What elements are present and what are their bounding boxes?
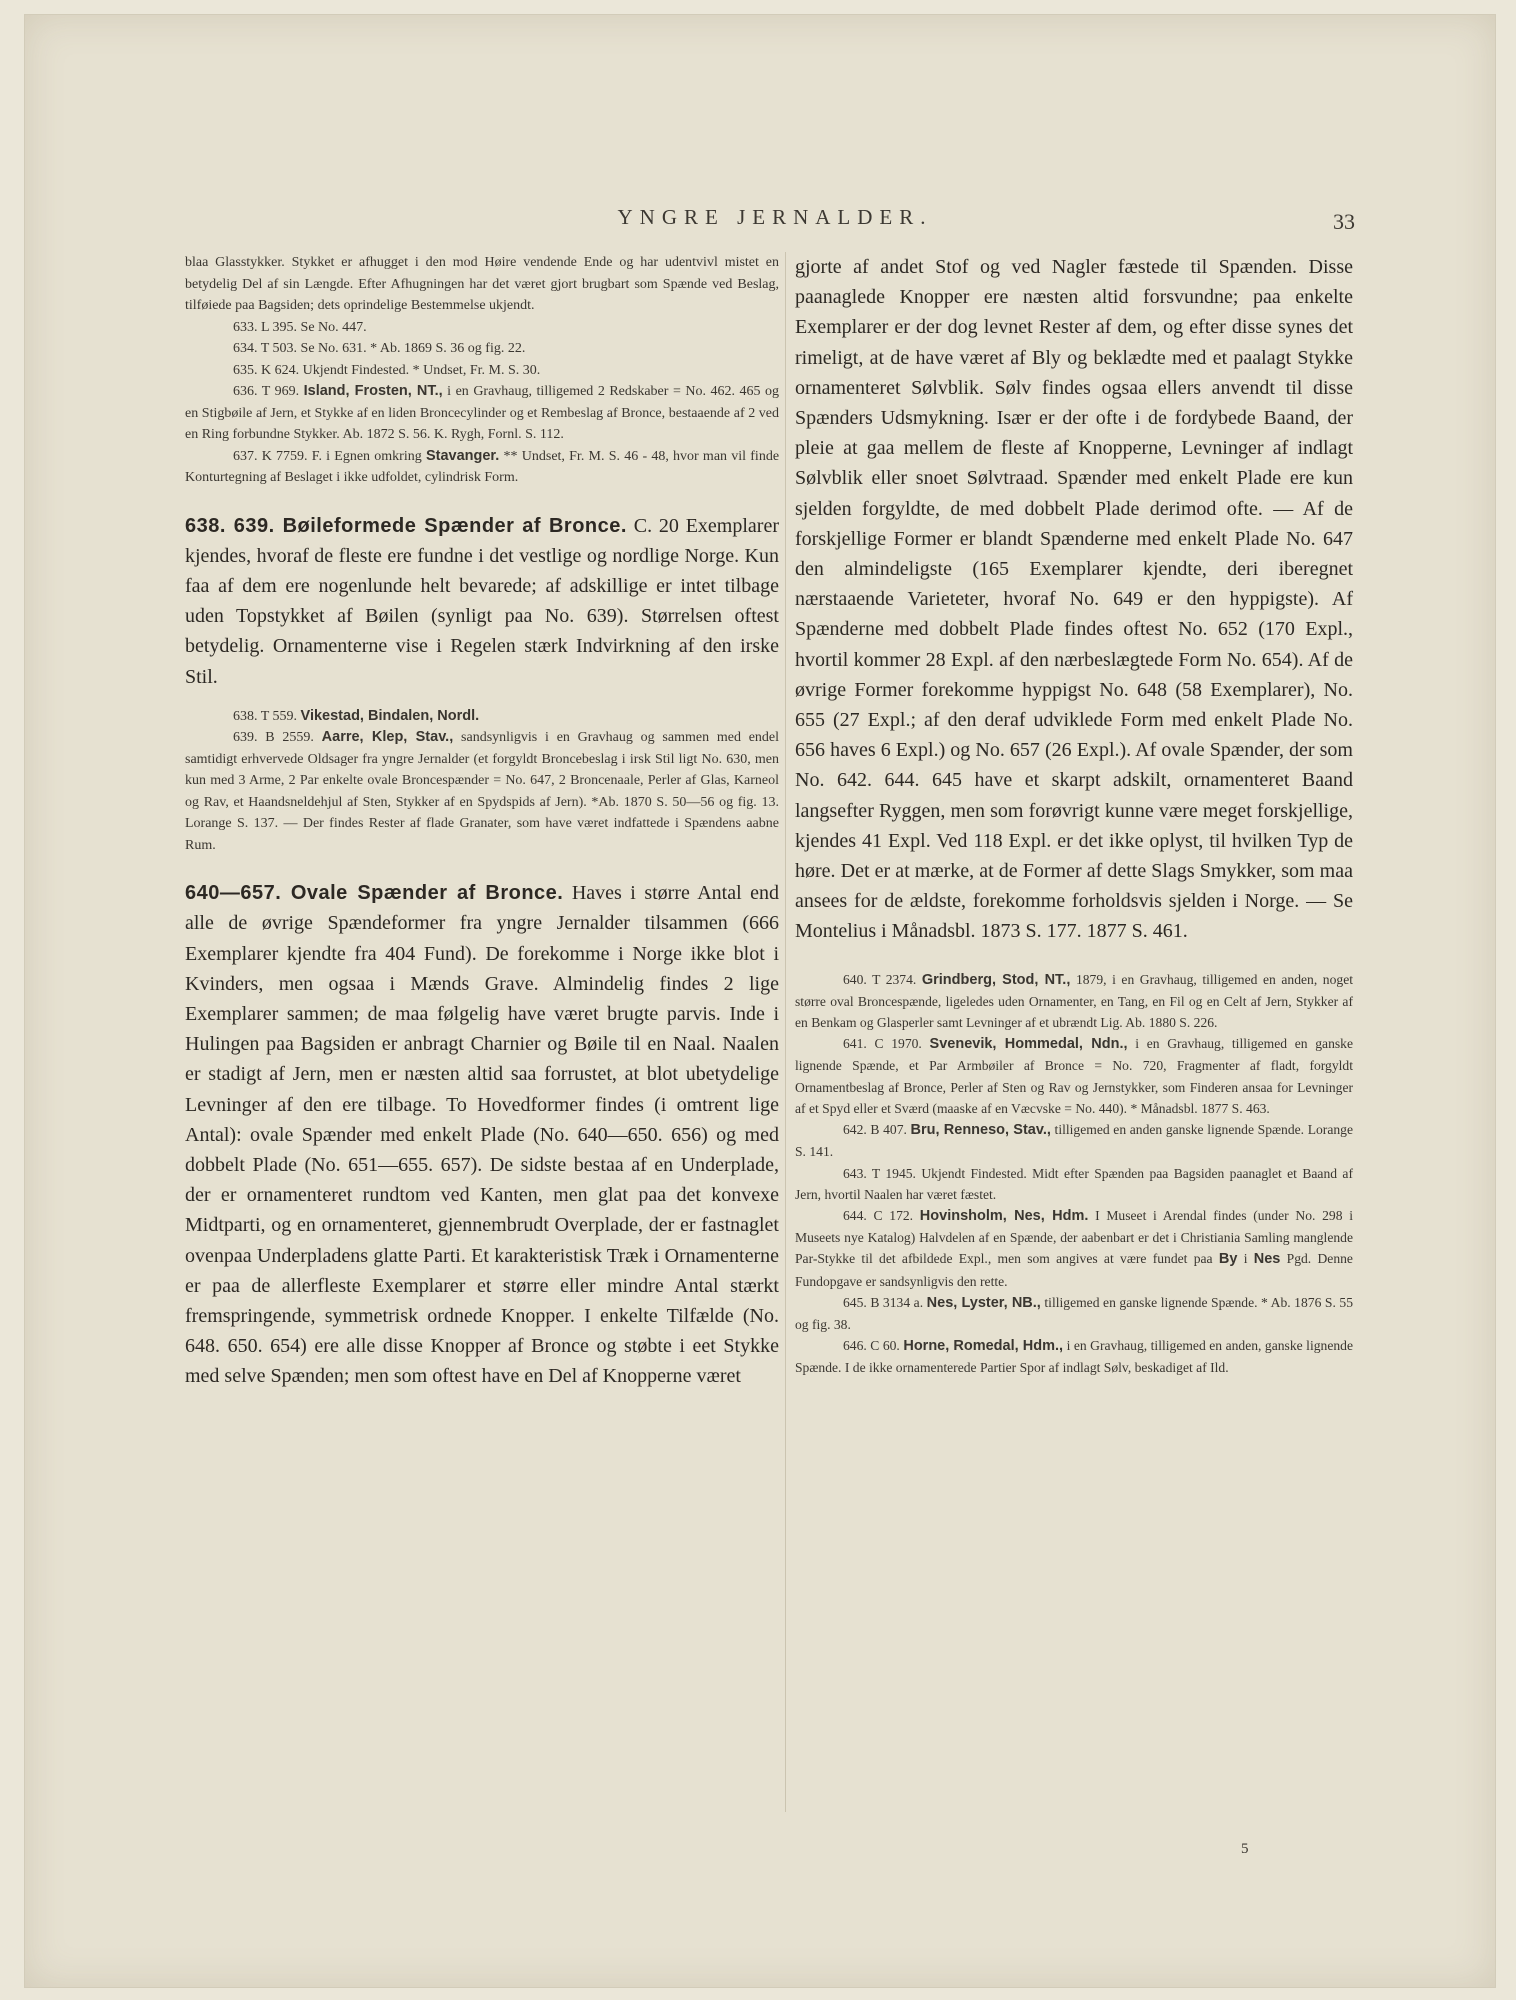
entry-642 bbox=[795, 1119, 1353, 1162]
entry-642-place: Bru, Renneso, Stav., bbox=[910, 1122, 1051, 1139]
section-638-text: C. 20 Exemplarer kjendes, hvoraf de fleste ere fundne i det vestlige og nordlige Norge. Kun faa af dem ere nogenlunde helt bevarede; af adskillige er intet tilbage uden Topstykket af Bøilen (synligt paa No. 639). Størrelsen oftest betydelig. Ornamenterne vise i Regelen stærk Indvirkning af den irske Stil. bbox=[185, 514, 779, 688]
entry-633: 633. L 395. Se No. 447. bbox=[233, 319, 367, 335]
signature-mark: 5 bbox=[1241, 1841, 1249, 1857]
entry-638 bbox=[185, 706, 779, 728]
entry-continuation: blaa Glasstykker. Stykket er afhugget i den mod Høire vendende Ende og har udentvivl mistet en betydelig Del af sin Længde. Efter Afhugningen har det været gjort brugbart som Spænde ved Beslag, tilføiede paa Bagsiden; dets oprindelige Bestemmelse ukjendt. bbox=[185, 255, 779, 313]
entry-637 bbox=[185, 446, 779, 489]
entry-643: 643. T 1945. Ukjendt Findested. Midt efter Spænden paa Bagsiden paanaglet et Baand af Jern, hvortil Naalen har været fæstet. bbox=[795, 1165, 1353, 1202]
right-column bbox=[795, 252, 1353, 1379]
entry-639-text: sandsynligvis i en Gravhaug og sammen med endel samtidigt erhvervede Oldsager fra yngre Jernalder (et forgyldt Broncebeslag i irsk Stil ligt No. 630, men kun med 3 Arme, 2 Par enkelte ovale Broncespænder = No. 647, 2 Broncenaale, Perler af Glas, Karneol og Rav, et Haandsneldehjul af Sten, Stykker af en Spydspids af Jern). *Ab. 1870 S. 50—56 og fig. 13. Lorange S. 137. — Der findes Rester af flade Granater, som have været indfattede i Spændens aabne Rum. bbox=[185, 730, 780, 853]
entry-641-text: i en Gravhaug, tilligemed en ganske lignende Spænde, et Par Armbøiler af Bronce = No. 720, Fragmenter af fladt, forgyldt Ornamentbeslag af Bronce, Perler af Sten og Rav og Jernstykker, som Finderen ansaa for Levninger af et Spyd eller et Sværd (maaske af en Væcvske = No. 440). * Månadsbl. 1877 S. 463. bbox=[795, 1036, 1353, 1116]
entry-637-number: 637. K 7759. F. i Egnen omkring bbox=[233, 448, 422, 464]
entry-639 bbox=[185, 727, 779, 856]
entry-640-text: 1879, i en Gravhaug, tilligemed en anden, noget større oval Broncespænde, ligeledes uden Ornamenter, en Tang, en Fil og en Celt af Jern, Stykker af en Benkam og Glasperler samt Levninger af et ubrændt Lig. Ab. 1880 S. 226. bbox=[795, 971, 1353, 1031]
entry-639-number: 639. B 2559. bbox=[233, 730, 314, 746]
entry-642-text: tilligemed en anden ganske lignende Spænde. Lorange S. 141. bbox=[795, 1122, 1353, 1160]
entry-640-place: Grindberg, Stod, NT., bbox=[921, 971, 1071, 988]
page-header bbox=[25, 205, 1495, 235]
entry-645-text: tilligemed en ganske lignende Spænde. * Ab. 1876 S. 55 og fig. 38. bbox=[795, 1294, 1354, 1332]
entry-640-number: 640. T 2374. bbox=[843, 971, 917, 987]
entry-644-number: 644. C 172. bbox=[843, 1207, 914, 1223]
entry-637-place: Stavanger. bbox=[425, 447, 500, 464]
entry-638-number: 638. T 559. bbox=[233, 708, 298, 724]
entry-636-place: Island, Frosten, NT., bbox=[303, 383, 443, 399]
book-page bbox=[24, 14, 1496, 1988]
entry-645 bbox=[795, 1292, 1353, 1335]
entry-645-place: Nes, Lyster, NB., bbox=[926, 1294, 1041, 1311]
entry-636 bbox=[185, 381, 779, 446]
entry-642-number: 642. B 407. bbox=[843, 1122, 907, 1138]
section-640-657 bbox=[185, 878, 779, 1391]
entry-646-number: 646. C 60. bbox=[843, 1338, 900, 1354]
entry-646-text: i en Gravhaug, tilligemed en anden, ganske lignende Spænde. I de ikke ornamenterede Partier Spor af indlagt Sølv, beskadiget af Ild. bbox=[795, 1338, 1353, 1376]
section-640-text: Haves i større Antal end alle de øvrige Spændeformer fra yngre Jernalder tilsammen (666 Exemplarer kjendte fra 404 Fund). De forekomme i Norge ikke blot i Kvinders, men ogsaa i Mænds Grave. Almindelig findes 2 lige Exemplarer sammen; de maa følgelig have været brugte parvis. Inde i Hulingen paa Bagsiden er anbragt Charnier og Bøile til en Naal. Naalen er stadigt af Jern, men er næsten altid saa forrustet, at blot ubetydelige Levninger af den ere tilbage. To Hovedformer findes (i omtrent lige Antal): ovale Spænder med enkelt Plade (No. 640—650. 656) og med dobbelt Plade (No. 651—655. 657). De sidste bestaa af en Underplade, der er ornamenteret rundtom ved Kanten, men glat paa det konvexe Midtparti, og en ornamenteret, gjennembrudt Overplade, der er fastnaglet ovenpaa Underpladens glatte Parti. Et karakteristisk Træk i Ornamenterne er paa de allerfleste Exemplarer et større eller mindre Antal stærkt fremspringende, symmetrisk ordnede Knopper. I enkelte Tilfælde (No. 648. 650. 654) ere alle disse Knopper af Bronce og støbte i eet Stykke med selve Spænden; men som oftest have en Del af Knopperne været bbox=[185, 882, 780, 1388]
entry-644 bbox=[795, 1205, 1353, 1292]
page-number: 33 bbox=[1333, 209, 1355, 234]
entry-641-number: 641. C 1970. bbox=[843, 1036, 922, 1052]
entry-644-connector: i bbox=[1243, 1251, 1248, 1267]
entry-646 bbox=[795, 1335, 1353, 1378]
entry-644-text: I Museet i Arendal findes (under No. 298 i Museets nye Katalog) Halvdelen af en Spænde, der aabenbart er det i Christiania Samling manglende Par-Stykke til det afbildede Expl., men som angives at være fundet paa bbox=[795, 1207, 1354, 1267]
entry-641 bbox=[795, 1033, 1353, 1119]
entry-635: 635. K 624. Ukjendt Findested. * Undset, Fr. M. S. 30. bbox=[233, 362, 541, 378]
column-divider bbox=[785, 252, 786, 1812]
entry-639-place: Aarre, Klep, Stav., bbox=[321, 729, 454, 746]
entry-644-place-nes: Nes bbox=[1253, 1251, 1281, 1268]
section-638-639 bbox=[185, 511, 779, 692]
left-column bbox=[185, 252, 779, 1392]
section-640-heading: 640—657. Ovale Spænder af Bronce. bbox=[185, 882, 564, 905]
entry-646-place: Horne, Romedal, Hdm., bbox=[903, 1338, 1064, 1355]
entry-638-place: Vikestad, Bindalen, Nordl. bbox=[300, 707, 480, 724]
section-638-heading: 638. 639. Bøileformede Spænder af Bronce. bbox=[185, 514, 627, 537]
entry-634: 634. T 503. Se No. 631. * Ab. 1869 S. 36 og fig. 22. bbox=[233, 341, 526, 356]
entry-637-text: ** Undset, Fr. M. S. 46 - 48, hvor man vil finde Konturtegning af Beslaget i ikke udfoldet, cylindrisk Form. bbox=[185, 448, 780, 485]
entry-645-number: 645. B 3134 a. bbox=[843, 1294, 924, 1310]
running-head: YNGRE JERNALDER. bbox=[617, 205, 933, 229]
entry-640 bbox=[795, 969, 1353, 1034]
entry-644-place-by: By bbox=[1218, 1251, 1238, 1268]
entry-list bbox=[795, 969, 1353, 1379]
entry-636-number: 636. T 969. bbox=[233, 384, 300, 399]
entry-636-text: i en Gravhaug, tilligemed 2 Redskaber = No. 462. 465 og en Stigbøile af Jern, et Stykke af en liden Broncecylinder og et Rembeslag af Bronce, bestaaende af 2 ved en Ring forbundne Stykker. Ab. 1872 S. 56. K. Rygh, Fornl. S. 112. bbox=[185, 384, 780, 442]
section-640-continuation: gjorte af andet Stof og ved Nagler fæstede til Spænden. Disse paanaglede Knopper ere næsten altid forsvundne; paa enkelte Exemplarer er der dog levnet Rester af dem, og efter disse synes det rimeligt, at de have været af Bly og beklædte med et paalagt Stykke ornamenteret Sølvblik. Sølv findes ogsaa ellers anvendt til disse Spænders Udsmykning. Især er der ofte i de fordybede Baand, der pleie at gaa mellem de fleste af Knopperne, Levninger af indlagt Sølvblik eller snoet Sølvtraad. Spænder med enkelt Plade ere kun sjelden forgyldte, de med dobbelt Plade derimod ofte. — Af de forskjellige Former er blandt Spænderne med enkelt Plade No. 647 den almindeligste (165 Exemplarer kjendte, deri iberegnet nærstaaende Varieteter, hvoraf No. 649 er den hyppigste). Af Spænderne med dobbelt Plade findes oftest No. 652 (170 Expl., hvortil kommer 28 Expl. af den nærbeslægtede Form No. 654). Af de øvrige Former forekomme hyppigst No. 648 (58 Exemplarer), No. 655 (27 Expl.; af den deraf udviklede Form med enkelt Plade No. 656 haves 6 Expl.) og No. 657 (26 Expl.). Af ovale Spænder, der som No. 642. 644. 645 have et skarpt adskilt, ornamenteret Baand langsefter Ryggen, men som forøvrigt kunne være meget forskjellige, kjendes 41 Expl. Ved 118 Expl. er det ikke oplyst, til hvilken Typ de høre. Det er at mærke, at de Former af dette Slags Smykker, som maa ansees for de ældste, forekomme forholdsvis sjelden i Norge. — Se Montelius i Månadsbl. 1873 S. 177. 1877 S. 461. bbox=[795, 256, 1353, 943]
entry-644-text-end: Pgd. Denne Fundopgave er sandsynligvis den rette. bbox=[795, 1251, 1353, 1289]
entry-641-place: Svenevik, Hommedal, Ndn., bbox=[929, 1036, 1128, 1053]
entry-644-place: Hovinsholm, Nes, Hdm. bbox=[919, 1207, 1089, 1224]
